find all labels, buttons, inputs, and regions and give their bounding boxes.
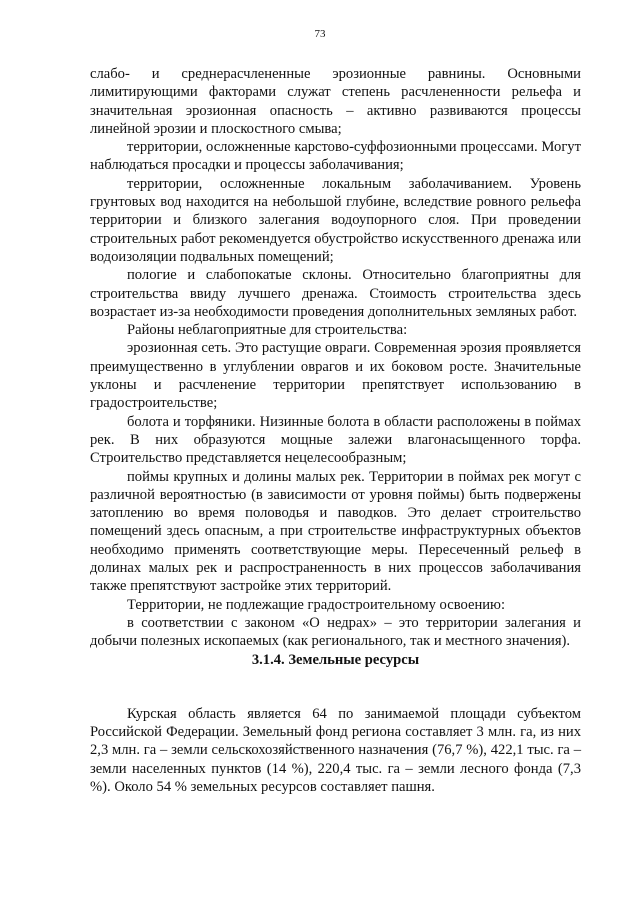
paragraph-subsoil-law: в соответствии с законом «О недрах» – это территории залегания и добычи полезных ископаемых (как регионального, так и местного значения). xyxy=(90,614,581,650)
paragraph-eroded-plains: слабо- и среднерасчлененные эрозионные равнины. Основными лимитирующими факторами служат степень расчлененности рельефа и значительная эрозионная опасность – активно развиваются процессы линейной эрозии и плоскостного смыва; xyxy=(90,66,581,137)
paragraph-unfavorable-areas-intro: Районы неблагоприятные для строительства: xyxy=(127,322,408,339)
paragraph-land-fund: Курская область является 64 по занимаемой площади субъектом Российской Федерации. Земельный фонд региона составляет 3 млн. га, из них 2,3 млн. га – земли сельскохозяйственного назначения (76,7 %), 422,1 тыс. га – земли населенных пунктов (14 %), 220,4 тыс. га – земли лесного фонда (7,3 %). Около 54 % земельных ресурсов составляет пашня. xyxy=(90,705,581,795)
paragraph-local-waterlogging: территории, осложненные локальным заболачиванием. Уровень грунтовых вод находится на небольшой глубине, вследствие ровного рельефа территории и близкого залегания водоупорного слоя. При проведении строительных работ рекомендуется обустройство искусственного дренажа или водоизоляции подвальных помещений; xyxy=(90,175,581,265)
section-heading-land-resources: 3.1.4. Земельные ресурсы xyxy=(251,651,420,668)
section-spacer xyxy=(90,669,581,705)
paragraph-erosion-network: эрозионная сеть. Это растущие овраги. Современная эрозия проявляется преимущественно в углублении оврагов и их боковом росте. Значительные уклоны и расчленение территории препятствует использованию в градостроительстве; xyxy=(90,340,581,412)
page-content xyxy=(90,65,581,796)
page-number: 73 xyxy=(314,28,326,40)
paragraph-swamps-peatlands: болота и торфяники. Низинные болота в области расположены в поймах рек. В них образуются мощные залежи влагонасыщенного торфа. Строительство представляется нецелесообразным; xyxy=(90,413,581,467)
paragraph-floodplains: поймы крупных и долины малых рек. Территории в поймах рек могут с различной вероятностью (в зависимости от уровня поймы) быть подвержены затоплению во время половодья и паводков. Это делает строительство помещений здесь опасным, а при строительстве инфраструктурных объектов необходимо применять соответствующие меры. Пересеченный рельеф в долинах малых рек и распространенность в них процессов заболачивания также препятствуют застройке этих территорий. xyxy=(90,468,581,595)
paragraph-karst-territories: территории, осложненные карстово-суффозионными процессами. Могут наблюдаться просадки и процессы заболачивания; xyxy=(90,139,581,174)
paragraph-restricted-territories-intro: Территории, не подлежащие градостроительному освоению: xyxy=(127,596,506,613)
paragraph-gentle-slopes: пологие и слабопокатые склоны. Относительно благоприятны для строительства ввиду лучшего дренажа. Стоимость строительства здесь возрастает из-за необходимости проведения дополнительных земляных работ. xyxy=(90,267,581,320)
